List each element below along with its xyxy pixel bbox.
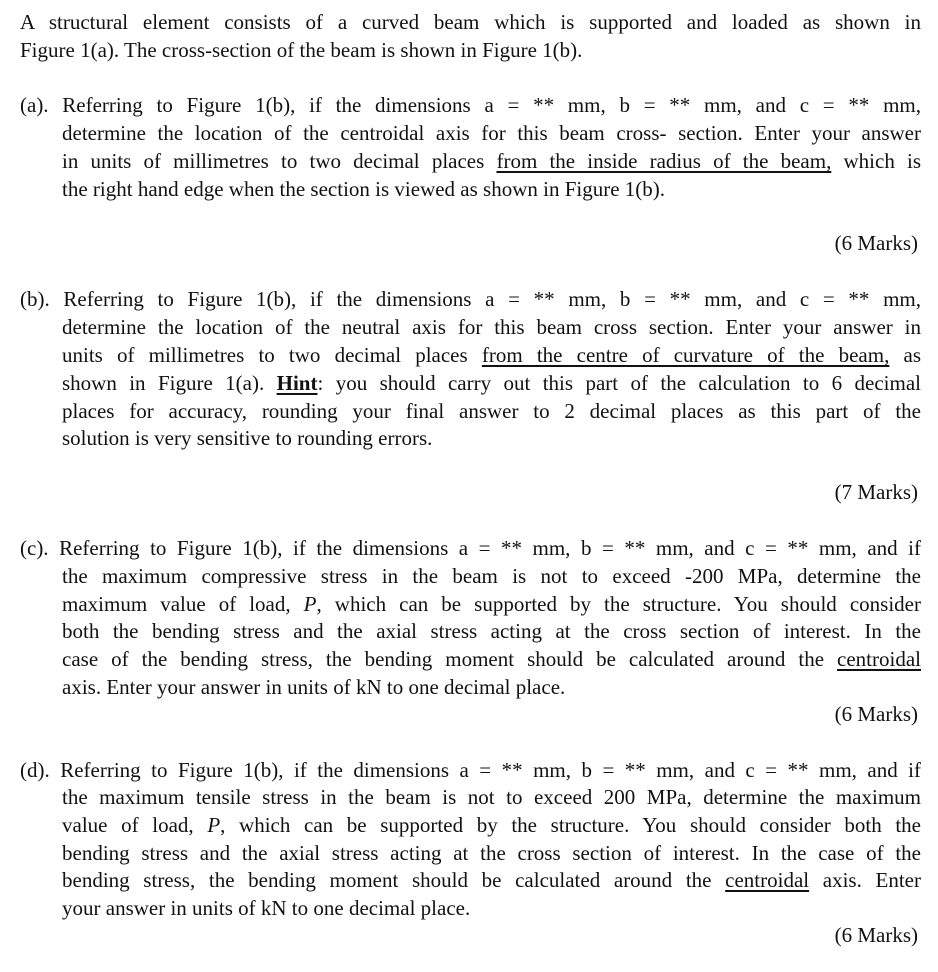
part-d-line-6: your answer in units of kN to one decimal place. <box>62 896 471 920</box>
intro-line-2: Figure 1(a). The cross-section of the beam is shown in Figure 1(b). <box>20 38 583 62</box>
part-b-line-1: (b). Referring to Figure 1(b), if the dimensions a = ** mm, b = ** mm, and c = ** mm, <box>20 287 921 311</box>
part-a-line-3-pre: in units of millimetres to two decimal places <box>62 149 497 173</box>
part-d-line-3 <box>62 811 921 839</box>
part-c-line-6: axis. Enter your answer in units of kN to one decimal place. <box>62 675 566 699</box>
part-c-line-5-pre: case of the bending stress, the bending moment should be calculated around the <box>62 647 838 671</box>
part-d-line-1: (d). Referring to Figure 1(b), if the dimensions a = ** mm, b = ** mm, and c = ** mm, and if <box>20 758 921 782</box>
part-b-line-5: places for accuracy, rounding your final answer to 2 decimal places as this part of the <box>62 399 921 423</box>
part-d-load-symbol: P <box>207 813 221 837</box>
part-b-line-4-post: : you should carry out this part of the calculation to 6 decimal <box>317 371 921 395</box>
part-b-line-3 <box>62 341 921 369</box>
intro-line-1: A structural element consists of a curved beam which is supported and loaded as shown in <box>20 10 921 34</box>
part-a-line-2: determine the location of the centroidal axis for this beam cross- section. Enter your answer <box>62 121 921 145</box>
part-b-line-6: solution is very sensitive to rounding errors. <box>62 426 433 450</box>
part-b-line-2: determine the location of the neutral axis for this beam cross section. Enter your answer in <box>62 315 921 339</box>
part-d-marks: (6 Marks) <box>834 923 918 947</box>
part-c-load-symbol: P <box>303 592 317 616</box>
part-c-line-3 <box>62 590 921 618</box>
part-a-underlined-phrase: from the inside radius of the beam, <box>496 149 832 173</box>
part-a-marks: (6 Marks) <box>834 231 918 255</box>
part-d-line-3-pre: value of load, <box>62 813 208 837</box>
part-c-line-3-post: , which can be supported by the structure. You should consider <box>316 592 921 616</box>
part-b-line-3-post: as <box>889 343 921 367</box>
part-d-underlined-word: centroidal <box>725 868 810 892</box>
part-b-line-4-pre: shown in Figure 1(a). <box>62 371 277 395</box>
part-c-marks: (6 Marks) <box>834 702 918 726</box>
part-a-line-4: the right hand edge when the section is viewed as shown in Figure 1(b). <box>62 177 666 201</box>
part-d-line-5-post: axis. Enter <box>809 868 921 892</box>
part-c-line-5 <box>62 645 921 673</box>
part-b-marks: (7 Marks) <box>834 480 918 504</box>
part-c-line-4: both the bending stress and the axial stress acting at the cross section of interest. In the <box>62 619 921 643</box>
part-b-line-4 <box>62 369 921 397</box>
part-b-line-3-pre: units of millimetres to two decimal places <box>62 343 482 367</box>
part-d-line-3-post: , which can be supported by the structure. You should consider both the <box>220 813 922 837</box>
part-d-line-4: bending stress and the axial stress acting at the cross section of interest. In the case of the <box>62 841 921 865</box>
part-b-underlined-phrase: from the centre of curvature of the beam, <box>481 343 890 367</box>
part-c-line-1: (c). Referring to Figure 1(b), if the dimensions a = ** mm, b = ** mm, and c = ** mm, and if <box>20 536 921 560</box>
part-c-line-3-pre: maximum value of load, <box>62 592 304 616</box>
part-a-line-3-post: which is <box>831 149 921 173</box>
part-d-line-5-pre: bending stress, the bending moment should be calculated around the <box>62 868 726 892</box>
part-c-line-2: the maximum compressive stress in the beam is not to exceed -200 MPa, determine the <box>62 564 921 588</box>
part-a-line-3 <box>62 147 921 175</box>
part-a-line-1: (a). Referring to Figure 1(b), if the dimensions a = ** mm, b = ** mm, and c = ** mm, <box>20 93 921 117</box>
part-c-underlined-word: centroidal <box>837 647 921 671</box>
part-d-line-5 <box>62 866 921 894</box>
part-b-hint-label: Hint <box>276 371 318 395</box>
part-d-line-2: the maximum tensile stress in the beam is not to exceed 200 MPa, determine the maximum <box>62 785 921 809</box>
